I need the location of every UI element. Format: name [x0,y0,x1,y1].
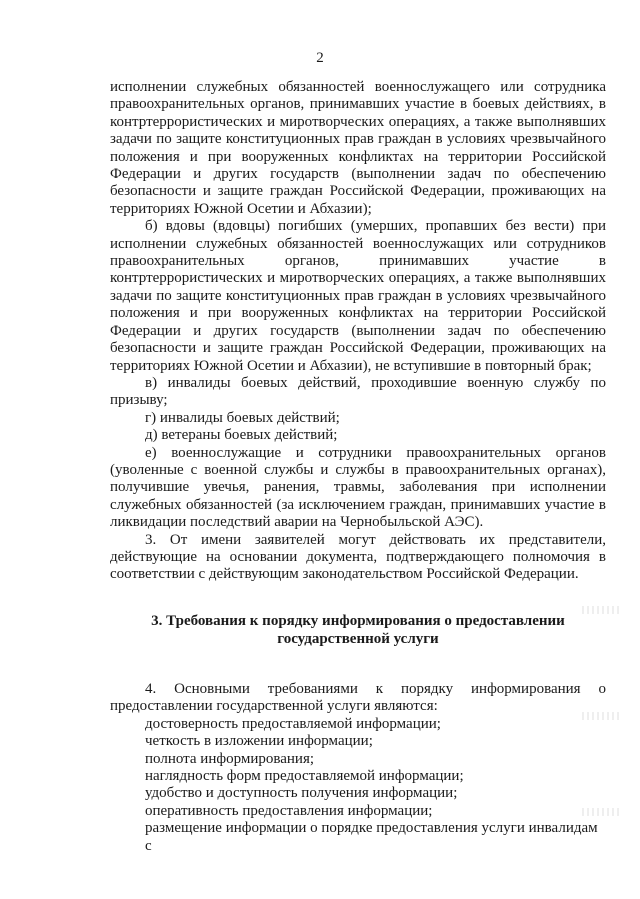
requirement-item: оперативность предоставления информации; [145,802,433,819]
requirement-item: четкость в изложении информации; [145,733,373,750]
requirement-item: наглядность форм предоставляемой информации; [145,768,464,785]
paragraph-e: е) военнослужащие и сотрудники правоохранительных органов (уволенные с военной службы и службы в правоохранительных органах), получившие увечья, ранения, травмы, заболевания при исполнении служебных обязанностей (за исключением граждан, принимавших участие в ликвидации последствий аварии на Чернобыльской АЭС). [110,444,606,531]
requirements-block [110,681,606,855]
paragraph-g: г) инвалиды боевых действий; [145,409,340,426]
document-body [110,79,606,584]
scan-artifact [582,712,622,720]
requirement-item: полнота информирования; [145,750,315,767]
page-number: 2 [316,50,324,66]
paragraph-3: 3. От имени заявителей могут действовать их представители, действующие на основании документа, подтверждающего полномочия в соответствии с действующим законодательством Российской Федерации. [110,531,606,583]
paragraph-b: б) вдовы (вдовцы) погибших (умерших, пропавших без вести) при исполнении служебных обязанностей военнослужащих или сотрудников правоохранительных органов, принимавших участие в контртеррористических и миротворческих операциях, а также выполнявших задачи по защите конституционных прав граждан в условиях чрезвычайного положения и при вооруженных конфликтах на территории Российской Федерации и других государств (выполнении задач по обеспечению безопасности и защите граждан Российской Федерации, проживающих на территориях Южной Осетии и Абхазии), не вступившие в повторный брак; [110,218,606,374]
requirements-intro: 4. Основными требованиями к порядку информирования о предоставлении государственной услуги являются: [110,681,606,715]
scan-artifact [582,808,622,816]
paragraph-v: в) инвалиды боевых действий, проходившие военную службу по призыву; [110,374,606,409]
requirement-item: размещение информации о порядке предоставления услуги инвалидам с [145,820,598,854]
requirement-item: удобство и доступность получения информации; [145,785,458,802]
paragraph-a-continuation: исполнении служебных обязанностей военнослужащего или сотрудника правоохранительных органов, принимавших участие в боевых действиях, в контртеррористических и миротворческих операциях, а также выполнявших задачи по защите конституционных прав граждан в условиях чрезвычайного положения и при вооруженных конфликтах на территории Российской Федерации и других государств (выполнении задач по обеспечению безопасности и защите граждан Российской Федерации, проживающих на территориях Южной Осетии и Абхазии); [110,79,606,217]
paragraph-d: д) ветераны боевых действий; [145,427,338,444]
section-heading [110,612,606,648]
section-heading-line-2: государственной услуги [277,631,439,647]
requirement-item: достоверность предоставляемой информации; [145,715,441,732]
section-heading-line-1: 3. Требования к порядку информирования о предоставлении [151,613,565,629]
scan-artifact [582,606,622,614]
